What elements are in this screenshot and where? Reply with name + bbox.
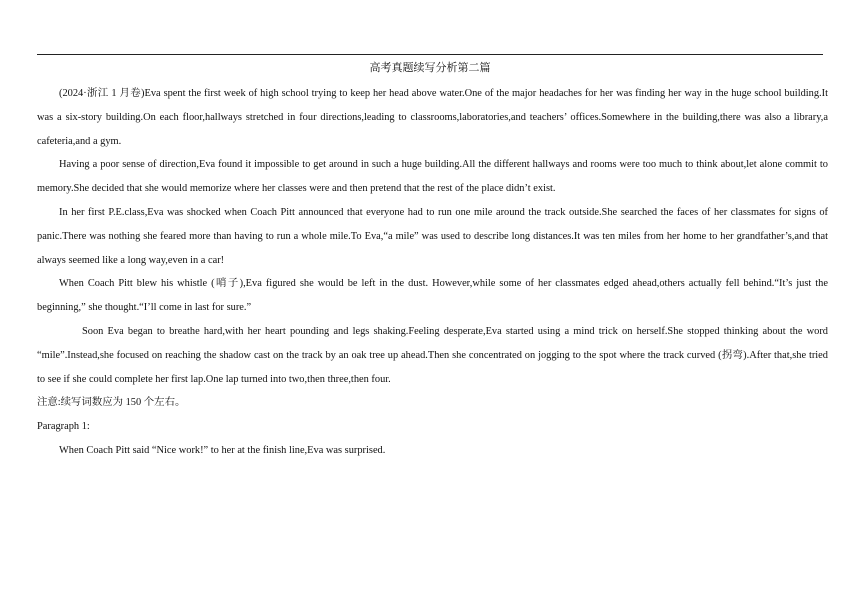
document-title: 高考真题续写分析第二篇 [369,62,491,74]
paragraph-label: Paragraph 1: [37,421,90,433]
passage-paragraph-1: (2024·浙江 1 月卷)Eva spent the first week of high school trying to keep her head above water.One of the major headaches for her was finding her way in the huge school building.It was a six-story building.On each floor,hallways stretched in four directions,leading to classrooms,laboratories,and teachers’ offices.Somewhere in the building,there was also a library,a cafeteria,and a gym. [37,88,828,147]
document-body [37,82,828,463]
passage-paragraph-5: Soon Eva began to breathe hard,with her heart pounding and legs shaking.Feeling desperate,Eva started using a mind trick on herself.She stopped thinking about the word “mile”.Instead,she focused on reaching the shadow cast on the track by an oak tree up ahead.Then she concentrated on jogging to the spot where the track curved (拐弯).After that,she tried to see if she could complete her first lap.One lap turned into two,then three,then four. [37,325,828,385]
header-rule [37,54,823,55]
passage-paragraph-2: Having a poor sense of direction,Eva found it impossible to get around in such a huge building.All the different hallways and rooms were too much to think about,let alone commit to memory.She decided that she would memorize where her classes were and then pretend that the rest of the place didn’t exist. [37,159,828,195]
continuation-prompt: When Coach Pitt said “Nice work!” to her at the finish line,Eva was surprised. [59,444,386,456]
passage-paragraph-4: When Coach Pitt blew his whistle (哨子),Eva figured she would be left in the dust. However,while some of her classmates edged ahead,others actually fell behind.“It’s just the beginning,” she thought.“I’ll come in last for sure.” [37,278,828,314]
passage-paragraph-3: In her first P.E.class,Eva was shocked when Coach Pitt announced that everyone had to run one mile around the track outside.She searched the faces of her classmates for signs of panic.There was nothing she feared more than having to run a whole mile.To Eva,“a mile” was used to describe long distances.It was ten miles from her home to her grandfather’s,and that always seemed like a long way,even in a car! [37,206,828,266]
word-count-note: 注意:续写词数应为 150 个左右。 [37,397,186,409]
